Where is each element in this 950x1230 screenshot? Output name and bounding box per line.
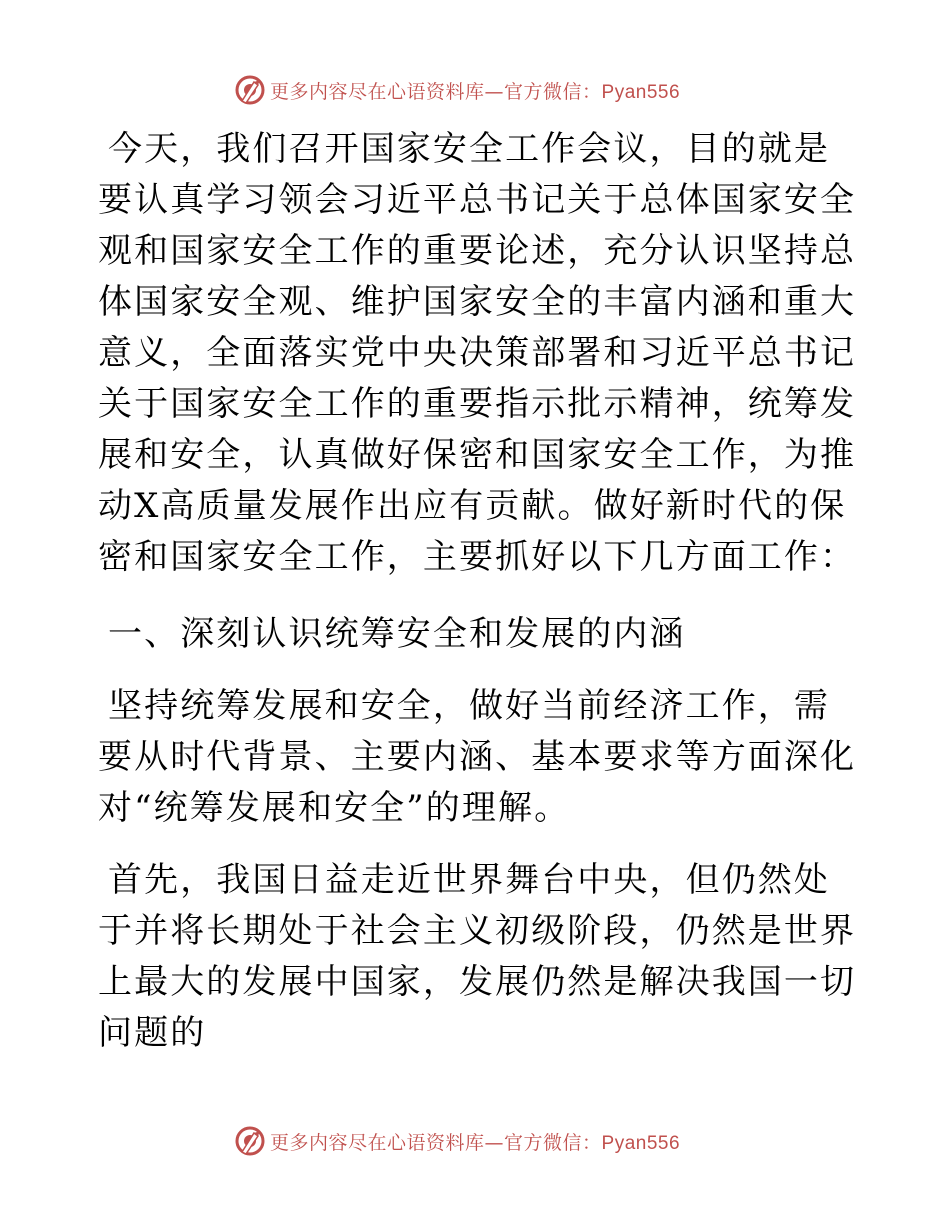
paragraph-first: 首先，我国日益走近世界舞台中央，但仍然处于并将长期处于社会主义初级阶段，仍然是世界上最大的发展中国家，发展仍然是解决我国一切问题的 — [98, 860, 857, 1053]
section-heading-1: 一、深刻认识统筹安全和发展的内涵 — [108, 614, 686, 654]
watermark-wechat-id: Pyan556 — [601, 81, 681, 103]
watermark-wechat-id: Pyan556 — [601, 1132, 681, 1154]
watermark-text: 更多内容尽在心语资料库—官方微信：Pyan556 — [270, 80, 681, 103]
watermark-header — [234, 73, 680, 107]
pen-logo-icon — [234, 74, 266, 106]
paragraph-intro: 今天，我们召开国家安全工作会议，目的就是要认真学习领会习近平总书记关于总体国家安全观和国家安全工作的重要论述，充分认识坚持总体国家安全观、维护国家安全的丰富内涵和重大意义，全面落实党中央决策部署和习近平总书记关于国家安全工作的重要指示批示精神，统筹发展和安全，认真做好保密和国家安全工作，为推动X高质量发展作出应有贡献。做好新时代的保密和国家安全工作，主要抓好以下几方面工作： — [98, 129, 857, 577]
watermark-text: 更多内容尽在心语资料库—官方微信：Pyan556 — [270, 1131, 681, 1154]
watermark-footer — [234, 1124, 680, 1158]
pen-logo-icon — [234, 1125, 266, 1157]
paragraph-coordination: 坚持统筹发展和安全，做好当前经济工作，需要从时代背景、主要内涵、基本要求等方面深化对“统筹发展和安全”的理解。 — [98, 686, 857, 828]
document-body — [98, 124, 858, 1059]
